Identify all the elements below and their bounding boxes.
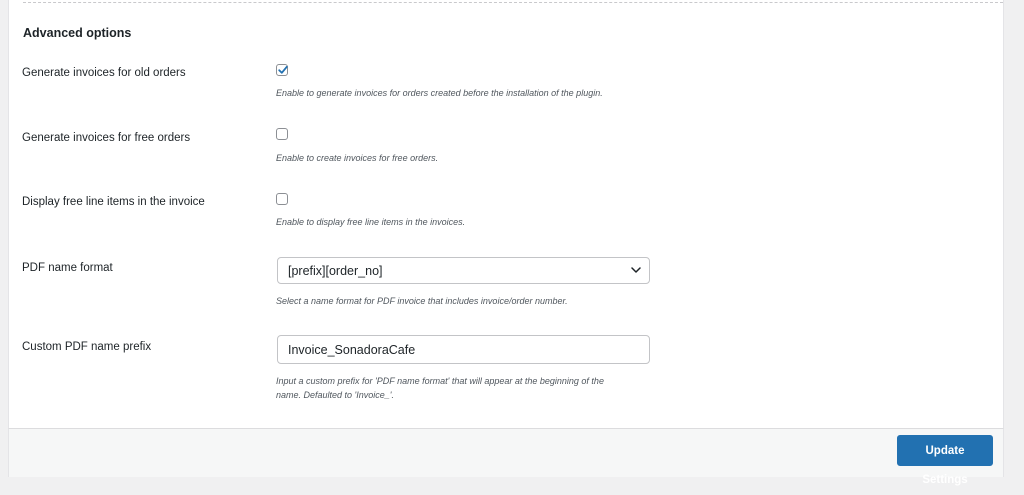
custom-prefix-description-line1: Input a custom prefix for 'PDF name format' that will appear at the beginning of the <box>276 376 604 386</box>
custom-prefix-input[interactable] <box>277 335 650 364</box>
settings-panel <box>8 0 1004 428</box>
free-orders-description: Enable to create invoices for free orders. <box>276 153 439 163</box>
update-settings-button[interactable]: Update Settings <box>897 435 993 466</box>
pdf-name-format-label: PDF name format <box>22 262 113 274</box>
checkmark-icon <box>277 64 289 76</box>
settings-footer <box>8 428 1004 486</box>
section-divider <box>23 2 1003 3</box>
chevron-down-icon <box>631 267 641 274</box>
free-orders-label: Generate invoices for free orders <box>22 132 191 144</box>
old-orders-label: Generate invoices for old orders <box>22 67 186 79</box>
section-title: Advanced options <box>23 26 132 40</box>
custom-prefix-label: Custom PDF name prefix <box>22 341 152 353</box>
pdf-name-format-description: Select a name format for PDF invoice that includes invoice/order number. <box>276 296 568 306</box>
free-orders-checkbox[interactable] <box>276 128 288 140</box>
free-line-items-label: Display free line items in the invoice <box>22 196 205 208</box>
old-orders-description: Enable to generate invoices for orders created before the installation of the plugin. <box>276 88 603 98</box>
free-line-items-description: Enable to display free line items in the invoices. <box>276 217 466 227</box>
pdf-name-format-value: [prefix][order_no] <box>288 264 383 278</box>
custom-prefix-description <box>276 374 666 402</box>
custom-prefix-description-line2: name. Defaulted to 'Invoice_'. <box>276 390 395 400</box>
free-line-items-checkbox[interactable] <box>276 193 288 205</box>
old-orders-checkbox[interactable] <box>276 64 288 76</box>
pdf-name-format-select[interactable] <box>277 257 650 284</box>
